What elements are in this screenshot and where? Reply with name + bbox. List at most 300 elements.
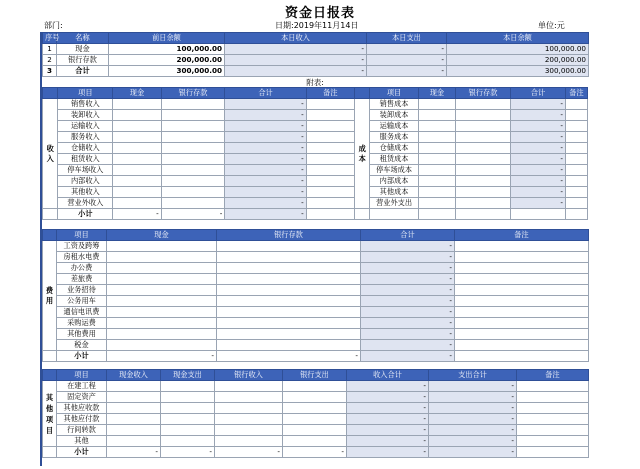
other-items-table [42,369,589,458]
other-bank-out [283,436,347,447]
expense-total: - [361,318,455,329]
income-subtotal-label: 小计 [58,209,113,220]
cost-item: 租赁成本 [370,154,418,165]
income-cash [113,154,161,165]
income-bank [161,99,225,110]
other-note [517,436,589,447]
other-cash-out [161,381,215,392]
expense-row [43,285,589,296]
account-name: 银行存款 [57,55,109,66]
blank-cell [456,209,511,220]
blank-cell [517,447,589,458]
other-bank-in [215,403,283,414]
today-expense: - [367,55,447,66]
expense-bank [217,296,361,307]
summary-table [42,32,589,77]
expense-header-cell: 合计 [361,230,455,241]
cost-bank [456,154,511,165]
other-header-cell: 支出合计 [429,370,517,381]
cost-cash [418,143,455,154]
income-total: - [225,176,306,187]
income-header-cell: 合计 [225,88,306,99]
expense-subtotal-label: 小计 [57,351,107,362]
expense-total: - [361,252,455,263]
other-header-cell: 收入合计 [347,370,429,381]
other-income-subtotal: - [347,447,429,458]
blank-cell [370,209,418,220]
income-cost-row [43,176,588,187]
other-row [43,425,589,436]
expense-cash [107,241,217,252]
cost-item: 营业外支出 [370,198,418,209]
income-cash [113,121,161,132]
income-note [306,99,354,110]
summary-header-row [43,33,589,44]
income-item: 装卸收入 [58,110,113,121]
other-header-cell: 备注 [517,370,589,381]
cost-item: 内部成本 [370,176,418,187]
income-cost-row [43,154,588,165]
summary-row [43,44,589,55]
expense-subtotal-row [43,351,589,362]
row-number: 3 [43,66,57,77]
other-header-cell: 现金支出 [161,370,215,381]
cost-bank [456,143,511,154]
row-number: 2 [43,55,57,66]
today-income: - [225,66,367,77]
other-bank-in-subtotal: - [215,447,283,458]
expense-cash [107,307,217,318]
income-cash-subtotal: - [113,209,161,220]
other-subtotal-row [43,447,589,458]
cost-note [565,154,587,165]
expense-note [455,285,589,296]
other-header-row [43,370,589,381]
expense-header-row [43,230,589,241]
income-bank [161,121,225,132]
expense-total: - [361,340,455,351]
income-cost-row [43,187,588,198]
expense-total: - [361,263,455,274]
other-side-label: 其 他 项 目 [43,381,57,447]
cost-total: - [511,121,566,132]
cost-cash [418,132,455,143]
expense-cash [107,263,217,274]
cost-header-cell: 合计 [511,88,566,99]
other-cash-out [161,414,215,425]
income-bank [161,176,225,187]
summary-row [43,66,589,77]
expense-note [455,307,589,318]
other-expense-subtotal: - [429,447,517,458]
income-header-cell: 银行存款 [161,88,225,99]
other-cash-in [107,392,161,403]
expense-item: 差旅费 [57,274,107,285]
income-note [306,187,354,198]
income-header-cell: 备注 [306,88,354,99]
cost-cash [418,165,455,176]
cost-bank [456,176,511,187]
expense-header-cell: 现金 [107,230,217,241]
expense-note [455,252,589,263]
expense-bank [217,340,361,351]
other-item: 其他 [57,436,107,447]
income-note [306,121,354,132]
expense-item: 采购运费 [57,318,107,329]
cost-item: 装卸成本 [370,110,418,121]
other-bank-out [283,381,347,392]
other-income-total: - [347,381,429,392]
income-cash [113,187,161,198]
expense-item: 业务招待 [57,285,107,296]
expense-item: 公务用车 [57,296,107,307]
expense-header-cell: 项目 [57,230,107,241]
income-item: 租赁收入 [58,154,113,165]
expense-row [43,296,589,307]
other-row [43,392,589,403]
expense-cash [107,285,217,296]
income-item: 服务收入 [58,132,113,143]
expense-note [455,318,589,329]
date-label: 日期:2019年11月14日 [275,21,359,30]
other-bank-out [283,392,347,403]
expense-side-label: 费 用 [43,241,57,351]
income-bank-subtotal: - [161,209,225,220]
other-item: 行间转款 [57,425,107,436]
expense-cash [107,296,217,307]
unit-label: 单位:元 [538,21,565,30]
cost-bank [456,99,511,110]
income-cost-row [43,121,588,132]
cost-cash [418,176,455,187]
expense-total: - [361,241,455,252]
income-item: 销售收入 [58,99,113,110]
cost-total: - [511,99,566,110]
income-item: 内部收入 [58,176,113,187]
cost-header-cell: 备注 [565,88,587,99]
expense-row [43,340,589,351]
cost-item: 销售成本 [370,99,418,110]
expense-table [42,229,589,362]
cost-total: - [511,143,566,154]
other-expense-total: - [429,381,517,392]
other-note [517,403,589,414]
expense-bank [217,274,361,285]
other-cash-in-subtotal: - [107,447,161,458]
income-cost-row [43,132,588,143]
cost-note [565,99,587,110]
expense-cash [107,318,217,329]
income-note [306,198,354,209]
cost-header-cell: 现金 [418,88,455,99]
other-note [517,381,589,392]
other-item: 其他应付款 [57,414,107,425]
cost-note [565,187,587,198]
income-note [306,165,354,176]
expense-row [43,263,589,274]
summary-header-cell: 本日支出 [367,33,447,44]
expense-item: 通信电讯费 [57,307,107,318]
other-note [517,414,589,425]
other-header-cell: 现金收入 [107,370,161,381]
expense-item: 其他费用 [57,329,107,340]
income-total: - [225,132,306,143]
income-cost-header-row [43,88,588,99]
expense-row [43,274,589,285]
income-subtotal-row [43,209,588,220]
other-row [43,436,589,447]
income-cash [113,176,161,187]
other-header-cell: 银行收入 [215,370,283,381]
cost-cash [418,198,455,209]
cost-note [565,165,587,176]
income-total: - [225,143,306,154]
blank-cell [306,209,354,220]
income-bank [161,143,225,154]
other-income-total: - [347,436,429,447]
expense-row [43,252,589,263]
cost-note [565,110,587,121]
expense-grand-total: - [361,351,455,362]
other-subtotal-label: 小计 [57,447,107,458]
other-cash-out [161,392,215,403]
other-row [43,381,589,392]
other-bank-in [215,414,283,425]
cost-cash [418,110,455,121]
cost-bank [456,187,511,198]
cost-total: - [511,187,566,198]
report-title: 资金日报表 [284,6,355,21]
income-total: - [225,99,306,110]
other-cash-in [107,425,161,436]
expense-note [455,263,589,274]
expense-note [455,296,589,307]
prev-balance: 100,000.00 [109,44,225,55]
dept-label: 部门: [44,21,63,30]
summary-header-cell: 本日收入 [225,33,367,44]
today-balance: 200,000.00 [447,55,589,66]
expense-item: 房租水电费 [57,252,107,263]
other-cash-in [107,414,161,425]
prev-balance: 300,000.00 [109,66,225,77]
row-number: 1 [43,44,57,55]
today-balance: 100,000.00 [447,44,589,55]
other-item: 固定资产 [57,392,107,403]
summary-header-cell: 名称 [57,33,109,44]
other-cash-in [107,403,161,414]
income-total: - [225,165,306,176]
other-expense-total: - [429,392,517,403]
cost-total: - [511,132,566,143]
income-bank [161,154,225,165]
today-balance: 300,000.00 [447,66,589,77]
expense-bank [217,241,361,252]
expense-total: - [361,307,455,318]
expense-item: 税金 [57,340,107,351]
account-name: 现金 [57,44,109,55]
other-cash-in [107,436,161,447]
income-bank [161,165,225,176]
income-note [306,143,354,154]
other-item: 在建工程 [57,381,107,392]
income-header-cell: 项目 [58,88,113,99]
expense-cash [107,340,217,351]
income-cost-row [43,110,588,121]
income-cost-table [42,87,588,220]
other-expense-total: - [429,414,517,425]
income-total: - [225,198,306,209]
blank-cell [418,209,455,220]
today-expense: - [367,44,447,55]
other-income-total: - [347,403,429,414]
income-note [306,176,354,187]
other-income-total: - [347,425,429,436]
other-expense-total: - [429,425,517,436]
other-income-total: - [347,414,429,425]
cost-item: 停车场成本 [370,165,418,176]
other-bank-in [215,392,283,403]
expense-note [455,274,589,285]
blank-cell [355,209,370,220]
summary-header-cell: 序号 [43,33,57,44]
summary-row [43,55,589,66]
blank-cell [43,88,58,99]
income-cash [113,165,161,176]
cost-header-cell: 银行存款 [456,88,511,99]
other-income-total: - [347,392,429,403]
other-cash-out [161,403,215,414]
cost-item: 运输成本 [370,121,418,132]
cost-total: - [511,198,566,209]
blank-cell [43,351,57,362]
other-note [517,392,589,403]
income-item: 营业外收入 [58,198,113,209]
other-bank-in [215,381,283,392]
other-bank-out [283,414,347,425]
cost-total: - [511,110,566,121]
income-cash [113,132,161,143]
cost-bank [456,132,511,143]
other-bank-in [215,425,283,436]
income-header-cell: 现金 [113,88,161,99]
expense-total: - [361,274,455,285]
income-cost-row [43,99,588,110]
expense-row [43,307,589,318]
income-note [306,110,354,121]
other-expense-total: - [429,403,517,414]
income-side-label: 收 入 [43,99,58,209]
summary-header-cell: 前日余额 [109,33,225,44]
income-total: - [225,154,306,165]
other-note [517,425,589,436]
expense-total: - [361,285,455,296]
cost-note [565,121,587,132]
income-cash [113,110,161,121]
cost-total: - [511,176,566,187]
cost-header-cell: 项目 [370,88,418,99]
income-bank [161,110,225,121]
attach-label: 附表: [306,78,324,87]
other-cash-out [161,425,215,436]
income-note [306,154,354,165]
today-income: - [225,44,367,55]
expense-item: 办公费 [57,263,107,274]
expense-note [455,241,589,252]
expense-row [43,329,589,340]
blank-cell [455,351,589,362]
expense-bank [217,285,361,296]
cost-bank [456,110,511,121]
expense-bank-subtotal: - [217,351,361,362]
cost-bank [456,198,511,209]
blank-cell [43,370,57,381]
cost-total: - [511,165,566,176]
income-cost-row [43,198,588,209]
cost-item: 服务成本 [370,132,418,143]
blank-cell [43,230,57,241]
blank-cell [565,209,587,220]
summary-header-cell: 本日余额 [447,33,589,44]
income-item: 其他收入 [58,187,113,198]
income-item: 运输收入 [58,121,113,132]
income-cash [113,143,161,154]
prev-balance: 200,000.00 [109,55,225,66]
cost-bank [456,165,511,176]
other-item: 其他应收款 [57,403,107,414]
other-row [43,403,589,414]
income-bank [161,198,225,209]
expense-cash [107,329,217,340]
other-bank-out [283,425,347,436]
cost-total: - [511,154,566,165]
cost-cash [418,187,455,198]
cost-cash [418,154,455,165]
income-bank [161,187,225,198]
cost-item: 其他成本 [370,187,418,198]
expense-cash [107,252,217,263]
expense-header-cell: 银行存款 [217,230,361,241]
expense-total: - [361,296,455,307]
cost-bank [456,121,511,132]
expense-note [455,340,589,351]
income-item: 停车场收入 [58,165,113,176]
income-note [306,132,354,143]
expense-row [43,241,589,252]
income-cash [113,99,161,110]
cost-note [565,176,587,187]
other-cash-out [161,436,215,447]
expense-item: 工资及跨筹 [57,241,107,252]
cost-note [565,143,587,154]
cost-cash [418,121,455,132]
today-income: - [225,55,367,66]
other-header-cell: 银行支出 [283,370,347,381]
other-cash-out-subtotal: - [161,447,215,458]
blank-cell [511,209,566,220]
expense-cash-subtotal: - [107,351,217,362]
income-cost-row [43,143,588,154]
income-grand-total: - [225,209,306,220]
expense-bank [217,252,361,263]
cost-note [565,132,587,143]
expense-bank [217,307,361,318]
income-cost-row [43,165,588,176]
other-row [43,414,589,425]
expense-header-cell: 备注 [455,230,589,241]
income-cash [113,198,161,209]
other-expense-total: - [429,436,517,447]
other-cash-in [107,381,161,392]
